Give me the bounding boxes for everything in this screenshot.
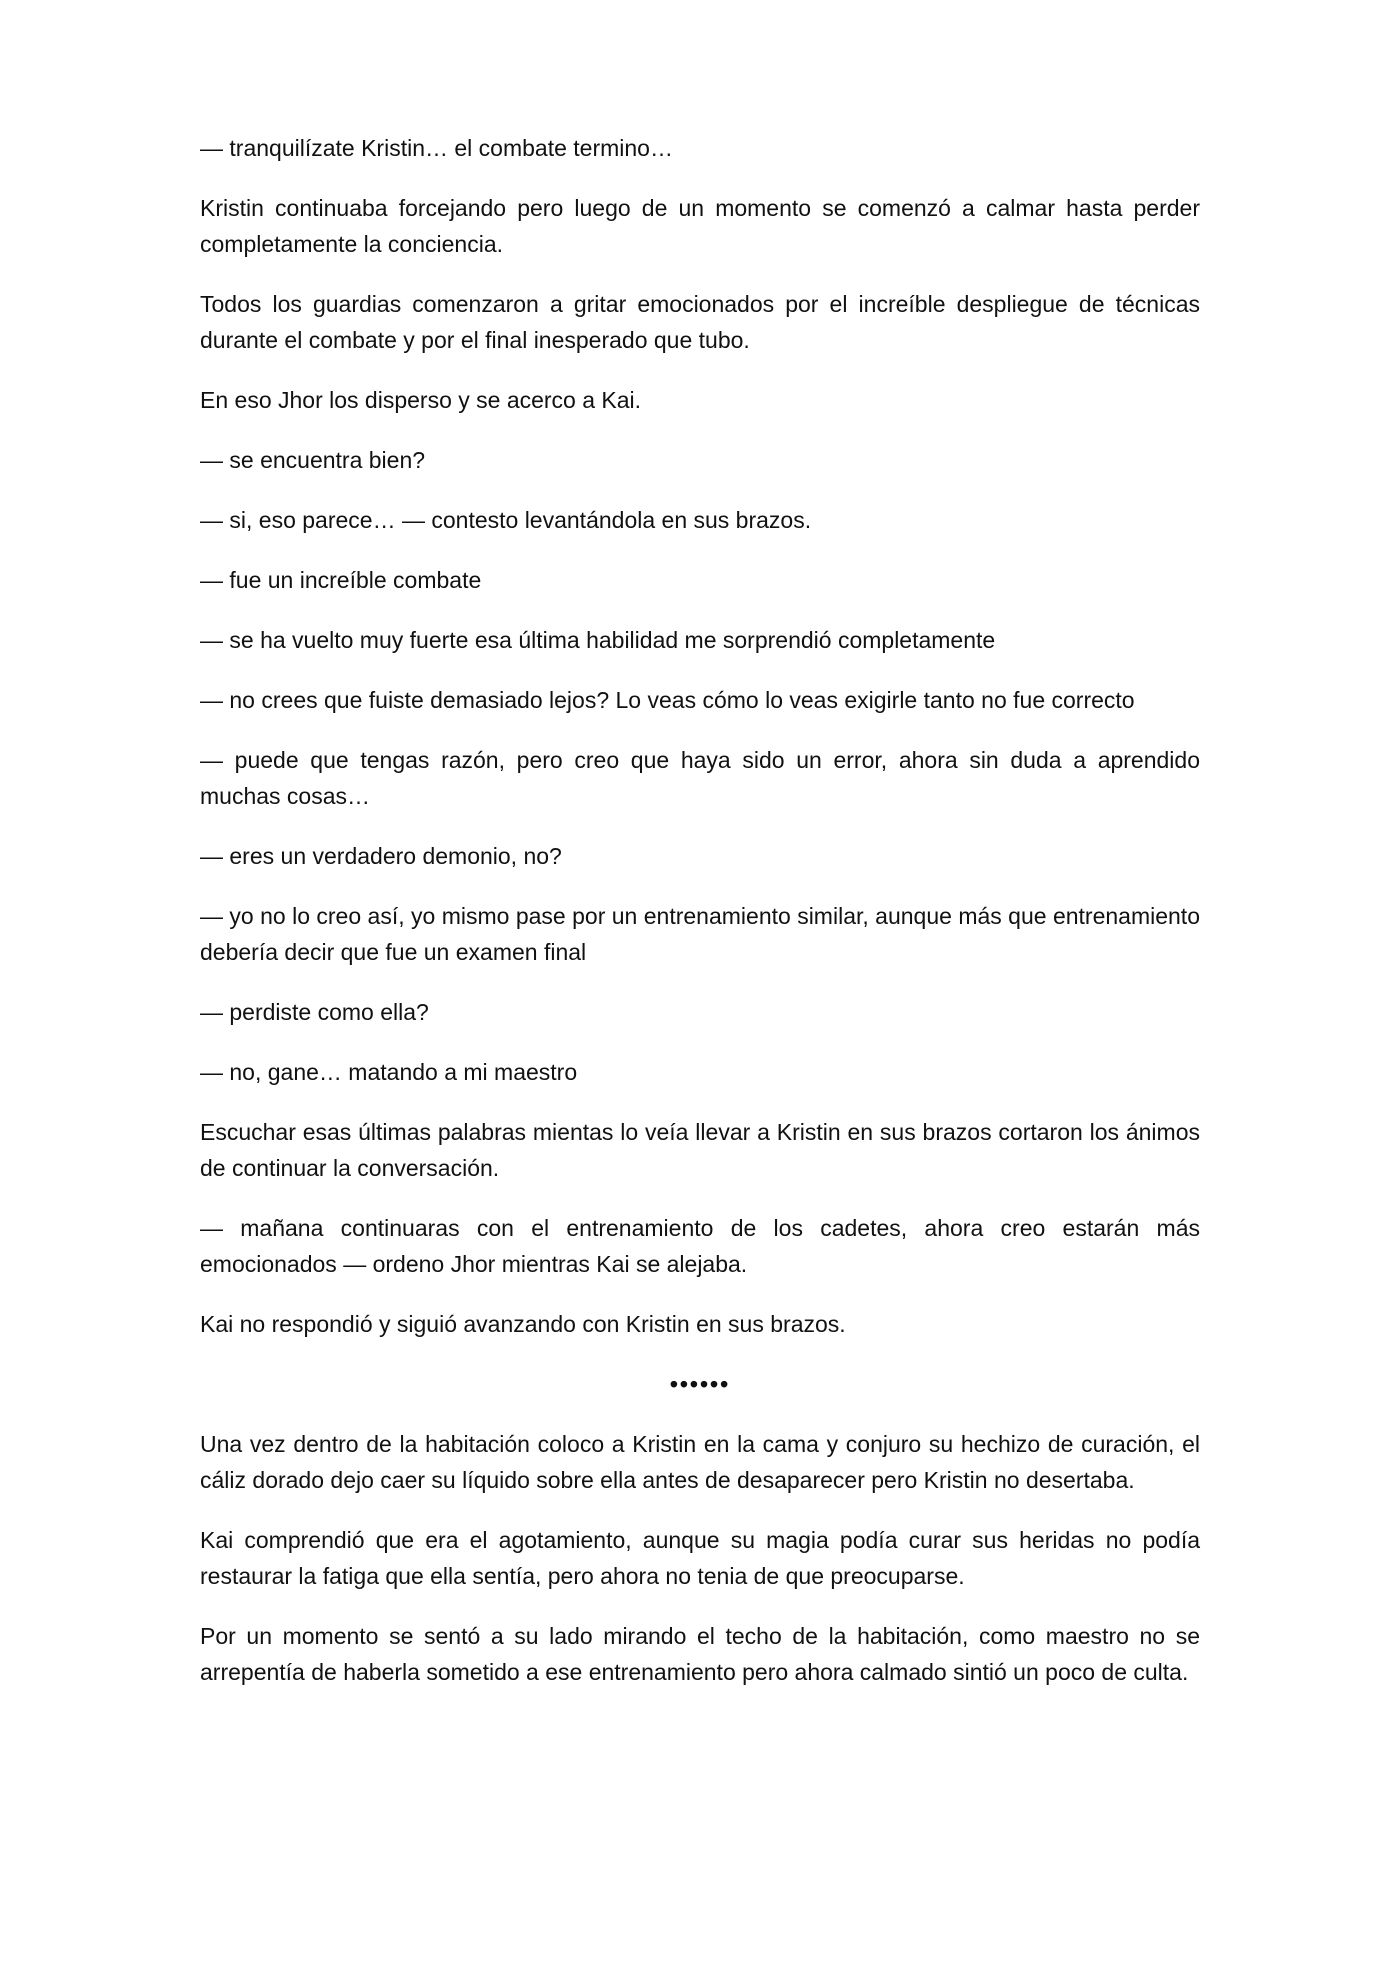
paragraph: Escuchar esas últimas palabras mientas lo veía llevar a Kristin en sus brazos cortaron los ánimos de continuar la conversación. bbox=[200, 1119, 1200, 1181]
paragraph: Kai comprendió que era el agotamiento, aunque su magia podía curar sus heridas no podía restaurar la fatiga que ella sentía, pero ahora no tenia de que preocuparse. bbox=[200, 1527, 1200, 1589]
paragraph: Kai no respondió y siguió avanzando con Kristin en sus brazos. bbox=[200, 1311, 846, 1337]
paragraph: Por un momento se sentó a su lado mirando el techo de la habitación, como maestro no se arrepentía de haberla sometido a ese entrenamiento pero ahora calmado sintió un poco de culta. bbox=[200, 1623, 1200, 1685]
dialogue-line: — puede que tengas razón, pero creo que haya sido un error, ahora sin duda a aprendido muchas cosas… bbox=[200, 747, 1200, 809]
dialogue-line: — si, eso parece… — contesto levantándola en sus brazos. bbox=[200, 507, 812, 533]
document-body bbox=[200, 130, 1200, 1690]
paragraph: En eso Jhor los disperso y se acerco a Kai. bbox=[200, 387, 642, 413]
dialogue-line: — yo no lo creo así, yo mismo pase por un entrenamiento similar, aunque más que entrenamiento debería decir que fue un examen final bbox=[200, 903, 1200, 965]
dialogue-line: — se ha vuelto muy fuerte esa última habilidad me sorprendió completamente bbox=[200, 627, 996, 653]
dialogue-line: — eres un verdadero demonio, no? bbox=[200, 843, 562, 869]
dialogue-line: — no crees que fuiste demasiado lejos? Lo veas cómo lo veas exigirle tanto no fue correcto bbox=[200, 687, 1135, 713]
dialogue-line: — perdiste como ella? bbox=[200, 999, 429, 1025]
paragraph: Kristin continuaba forcejando pero luego de un momento se comenzó a calmar hasta perder completamente la conciencia. bbox=[200, 195, 1200, 257]
paragraph: — tranquilízate Kristin… el combate termino… bbox=[200, 135, 673, 161]
dialogue-line: — mañana continuaras con el entrenamiento de los cadetes, ahora creo estarán más emocionados — ordeno Jhor mientras Kai se alejaba. bbox=[200, 1215, 1200, 1277]
dialogue-line: — fue un increíble combate bbox=[200, 567, 482, 593]
dialogue-line: — se encuentra bien? bbox=[200, 447, 426, 473]
dialogue-line: — no, gane… matando a mi maestro bbox=[200, 1059, 578, 1085]
scene-separator: •••••• bbox=[669, 1371, 731, 1397]
paragraph: Una vez dentro de la habitación coloco a Kristin en la cama y conjuro su hechizo de curación, el cáliz dorado dejo caer su líquido sobre ella antes de desaparecer pero Kristin no desertaba. bbox=[200, 1431, 1200, 1493]
paragraph: Todos los guardias comenzaron a gritar emocionados por el increíble despliegue de técnicas durante el combate y por el final inesperado que tubo. bbox=[200, 291, 1200, 353]
